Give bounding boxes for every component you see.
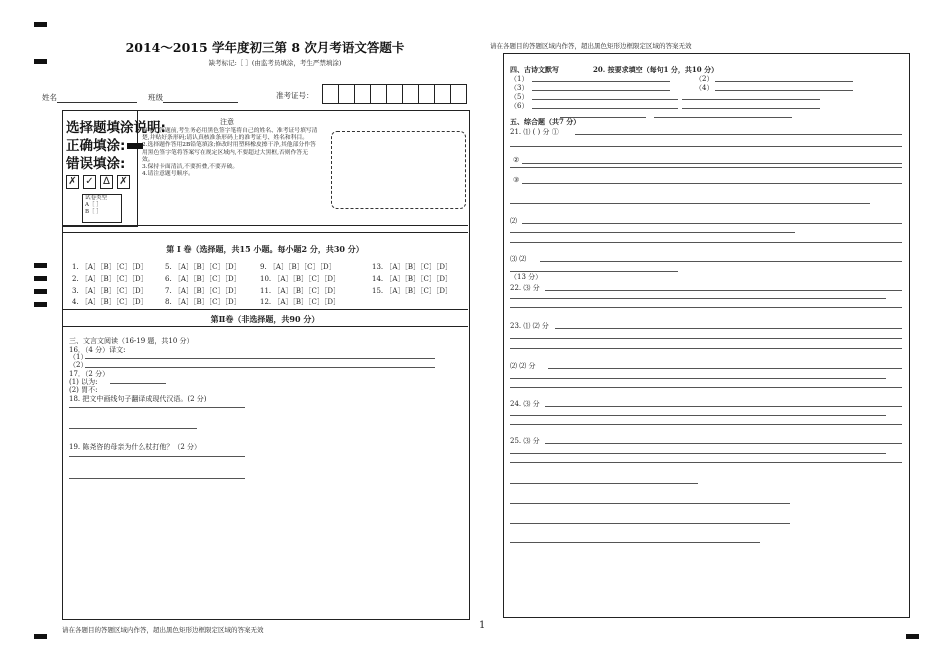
- q23-answer-line[interactable]: [510, 387, 902, 388]
- q20-blank-6: （6）: [510, 102, 529, 110]
- timing-mark: [34, 276, 47, 281]
- mc-question-9[interactable]: 9. ［A］［B］［C］［D］: [260, 263, 336, 271]
- q20-blank-4: （4）: [695, 84, 714, 92]
- q25-answer-line[interactable]: [510, 503, 790, 504]
- q23-answer-line[interactable]: [548, 368, 902, 369]
- q23-part-2: ⑵ ⑵ 分: [510, 362, 536, 370]
- mc-question-2[interactable]: 2. ［A］［B］［C］［D］: [72, 275, 148, 283]
- mc-question-10[interactable]: 10. ［A］［B］［C］［D］: [260, 275, 341, 283]
- q16-1-answer-line[interactable]: [85, 358, 435, 359]
- q21-sub3: ③: [513, 176, 520, 184]
- q22-answer-line[interactable]: [510, 298, 886, 299]
- q20-answer-line[interactable]: [532, 90, 670, 91]
- q18-answer-line[interactable]: [69, 428, 197, 429]
- q22-answer-line[interactable]: [510, 307, 902, 308]
- top-right-note: 请在各题目的答题区域内作答，超出黑色矩形边框限定区域的答案无效: [490, 42, 692, 50]
- q24-answer-line[interactable]: [510, 415, 886, 416]
- page-title: 2014～2015 学年度初三第 8 次月考语文答题卡: [125, 40, 405, 55]
- mc-question-1[interactable]: 1. ［A］［B］［C］［D］: [72, 263, 148, 271]
- q25-answer-line[interactable]: [510, 523, 790, 524]
- q19-answer-line[interactable]: [69, 478, 245, 479]
- q24-answer-line[interactable]: [510, 424, 902, 425]
- q21-answer-line[interactable]: [510, 203, 870, 204]
- q20-answer-line[interactable]: [532, 81, 670, 82]
- paper-type-a[interactable]: A［ ］: [85, 202, 102, 208]
- wrong-mark-cross-icon: ✗: [66, 175, 79, 189]
- q21-answer-line[interactable]: [510, 146, 902, 147]
- q21-sub2: ②: [513, 156, 520, 164]
- q18-answer-line[interactable]: [69, 407, 245, 408]
- q20-blank-3: （3）: [510, 84, 529, 92]
- q25-answer-line[interactable]: [510, 462, 902, 463]
- q25-answer-line[interactable]: [510, 542, 760, 543]
- q25-label: 25. ⑶ 分: [510, 437, 540, 445]
- q17-2-label: (2) 胃不:: [69, 386, 98, 394]
- q21-answer-line[interactable]: [510, 167, 902, 168]
- class-label: 班级: [148, 93, 163, 102]
- q23-answer-line[interactable]: [510, 348, 902, 349]
- paper-type-b[interactable]: B［ ］: [85, 209, 102, 215]
- divider: [62, 326, 468, 327]
- q21-answer-line[interactable]: [522, 183, 902, 184]
- section5-heading: 五、综合题（共7 分）: [510, 117, 581, 126]
- barcode-area: [331, 131, 466, 209]
- q19-label: 19. 陈尧咨的母亲为什么杖打他？（2 分）: [69, 443, 202, 451]
- q20-label: 20. 按要求填空（每句1 分，共10 分）: [593, 65, 719, 74]
- mc-question-11[interactable]: 11. ［A］［B］［C］［D］: [260, 287, 341, 295]
- q17-1-answer-line[interactable]: [110, 383, 166, 384]
- mc-question-12[interactable]: 12. ［A］［B］［C］［D］: [260, 298, 341, 306]
- q20-blank-5: （5）: [510, 93, 529, 101]
- q20-blank-1: （1）: [510, 75, 529, 83]
- q21-answer-line[interactable]: [522, 223, 902, 224]
- q20-blank-2: （2）: [695, 75, 714, 83]
- page-number: 1: [479, 620, 486, 631]
- q23-label: 23. ⑴ ⑵ 分: [510, 322, 549, 330]
- q17-1-label: (1) 以为:: [69, 378, 98, 386]
- q24-answer-line[interactable]: [545, 406, 902, 407]
- timing-mark: [34, 302, 47, 307]
- timing-mark: [34, 289, 47, 294]
- timing-mark: [34, 59, 47, 64]
- exam-no-label: 准考证号：: [276, 91, 314, 100]
- q16-2-label: （2）: [69, 361, 88, 369]
- q24-label: 24. ⑶ 分: [510, 400, 540, 408]
- mc-question-7[interactable]: 7. ［A］［B］［C］［D］: [165, 287, 241, 295]
- divider: [62, 225, 468, 226]
- mc-question-14[interactable]: 14. ［A］［B］［C］［D］: [372, 275, 453, 283]
- timing-mark: [34, 634, 47, 639]
- q25-answer-line[interactable]: [545, 443, 902, 444]
- mc-question-8[interactable]: 8. ［A］［B］［C］［D］: [165, 298, 241, 306]
- q20-answer-line[interactable]: [532, 99, 678, 100]
- absent-note: 缺考标记:［ ］(由监考员填涂，考生严禁填涂): [208, 59, 342, 67]
- mc-question-15[interactable]: 15. ［A］［B］［C］［D］: [372, 287, 453, 295]
- q16-1-label: （1）: [69, 353, 88, 361]
- wrong-mark-check-icon: ✓: [83, 175, 96, 189]
- q20-answer-line[interactable]: [715, 90, 853, 91]
- part1-title: 第 I 卷（选择题，共15 小题。每小题2 分，共30 分）: [166, 244, 364, 254]
- bottom-note: 请在各题目的答题区域内作答，超出黑色矩形边框限定区域的答案无效: [62, 626, 264, 634]
- timing-mark: [34, 22, 47, 27]
- notice-text: 事项1.答题前,考生务必用黑色签字笔将自己的姓名、准考证号填写清楚,并贴好条形码;请认真核准条形码上的准考证号、姓名和科目。 2.选择题作答用2B铅笔填涂;修改时用塑料橡皮擦干净,其他部分作答用黑色签字笔将答案写在规定区域内,不要超过大黑框,否则作答无效。 3.保持卡面清洁,不要折叠,不要弄破。 4.请注意题号顺序。: [142, 128, 318, 178]
- wrong-marks-examples: [66, 175, 134, 189]
- q20-answer-line[interactable]: [654, 117, 792, 118]
- section4-heading: 四、古诗文默写: [510, 65, 559, 74]
- wrong-mark-cross-icon: ✗: [117, 175, 130, 189]
- q25-answer-line[interactable]: [510, 483, 698, 484]
- mc-question-6[interactable]: 6. ［A］［B］［C］［D］: [165, 275, 241, 283]
- q22-answer-line[interactable]: [545, 290, 902, 291]
- q21-answer-line[interactable]: [510, 232, 795, 233]
- paper-type-label: 试卷类型: [85, 195, 108, 201]
- mc-question-13[interactable]: 13. ［A］［B］［C］［D］: [372, 263, 453, 271]
- q20-answer-line[interactable]: [532, 108, 678, 109]
- q21-answer-line[interactable]: [575, 134, 902, 135]
- name-field[interactable]: [42, 92, 137, 103]
- exam-no-boxes[interactable]: [323, 84, 467, 106]
- q21-part-b: ⑵: [510, 217, 517, 225]
- q16-label: 16．（4 分）译文:: [69, 346, 126, 354]
- mc-question-5[interactable]: 5. ［A］［B］［C］［D］: [165, 263, 241, 271]
- q20-answer-line[interactable]: [682, 108, 820, 109]
- q23-answer-line[interactable]: [510, 378, 886, 379]
- right-answer-frame: [503, 53, 910, 618]
- name-label: 姓名: [42, 93, 57, 102]
- timing-mark: [906, 634, 919, 639]
- q21-label: 21. ⑴ ( ) 分 ①: [510, 128, 559, 136]
- class-field[interactable]: [148, 92, 238, 103]
- divider: [62, 232, 468, 233]
- q25-answer-line[interactable]: [510, 453, 886, 454]
- q21-answer-line[interactable]: [510, 242, 902, 243]
- q22-label: 22. ⑶ 分: [510, 284, 540, 292]
- q16-2-answer-line[interactable]: [85, 367, 435, 368]
- fill-instructions-line2: 正确填涂:: [66, 136, 143, 156]
- q20-answer-line[interactable]: [682, 99, 820, 100]
- q23-answer-line[interactable]: [510, 338, 902, 339]
- q23-answer-line[interactable]: [555, 328, 902, 329]
- wrong-mark-triangle-icon: ∆: [100, 175, 113, 189]
- q17-label: 17．（2 分）: [69, 370, 110, 378]
- q19-answer-line[interactable]: [69, 456, 245, 457]
- q21-answer-line[interactable]: [540, 261, 902, 262]
- fill-instructions-line1: 选择题填涂说明:: [66, 120, 166, 136]
- timing-mark: [34, 263, 47, 268]
- paper-type-box: [82, 194, 122, 223]
- mc-question-3[interactable]: 3. ［A］［B］［C］［D］: [72, 287, 148, 295]
- divider: [62, 309, 468, 310]
- q21-part-c: ⑶ ⑵: [510, 255, 527, 263]
- section3-heading: 三、文言文阅读（16-19 题，共10 分）: [69, 337, 194, 345]
- part2-title: 第Ⅱ卷（非选择题，共90 分）: [210, 314, 320, 324]
- fill-instructions-line3: 错误填涂:: [66, 156, 126, 172]
- q21-part-d: （13 分）: [510, 273, 543, 281]
- notice-heading: 注意: [220, 118, 234, 126]
- q21-answer-line[interactable]: [522, 163, 902, 164]
- mc-question-4[interactable]: 4. ［A］［B］［C］［D］: [72, 298, 148, 306]
- q20-answer-line[interactable]: [715, 81, 853, 82]
- q18-label: 18. 把文中画线句子翻译成现代汉语。(2 分): [69, 395, 207, 403]
